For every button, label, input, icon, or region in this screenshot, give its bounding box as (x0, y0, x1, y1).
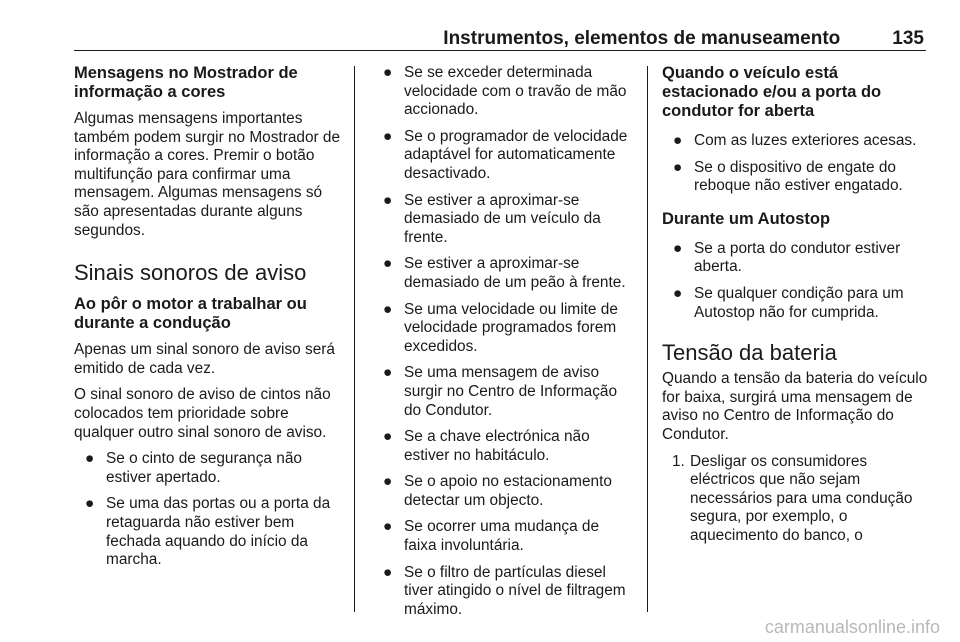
column-3 (662, 64, 932, 554)
steps-list (662, 453, 932, 546)
bullet-list-autostop (662, 240, 932, 322)
column-divider-2 (647, 66, 648, 612)
bullet-glyph: ● (383, 473, 393, 491)
bullet-glyph: ● (383, 364, 393, 382)
bullet-glyph: ● (383, 518, 393, 536)
bullet-glyph: ● (383, 428, 393, 446)
list-item (372, 301, 634, 357)
list-item (372, 192, 634, 248)
bullet-glyph: ● (673, 132, 683, 149)
list-item (372, 428, 634, 465)
bullet-glyph: ● (85, 495, 95, 513)
list-item (372, 255, 634, 292)
bullet-glyph: ● (673, 158, 683, 176)
list-item (372, 518, 634, 555)
list-item-text: Se estiver a aproximar-se demasiado de um peão à frente. (404, 255, 626, 291)
list-item (662, 453, 932, 546)
list-item-text: Com as luzes exteriores acesas. (694, 132, 917, 149)
list-item (372, 128, 634, 184)
list-item-text: Se o dispositivo de engate do reboque não estiver engatado. (694, 158, 903, 195)
column-divider-1 (354, 66, 355, 612)
list-item-text: Se uma velocidade ou limite de velocidade programados forem excedidos. (404, 300, 618, 355)
list-item (372, 564, 634, 620)
list-item (372, 64, 634, 120)
page-header (74, 28, 924, 50)
bullet-glyph: ● (673, 239, 683, 257)
bullet-glyph: ● (383, 300, 393, 318)
bullet-list-col1 (74, 450, 346, 570)
list-item-text: Se o cinto de segurança não estiver apertado. (106, 450, 302, 486)
step-number: 1. (672, 452, 685, 470)
page-header-title: Instrumentos, elementos de manuseamento (443, 28, 841, 49)
heading-vehicle-parked: Quando o veículo está estacionado e/ou a porta do condutor for aberta (662, 64, 882, 120)
paragraph-battery: Quando a tensão da bateria do veículo for baixa, surgirá uma mensagem de aviso no Centro de Informação do Condutor. (662, 370, 928, 443)
paragraph-messages: Algumas mensagens importantes também podem surgir no Mostrador de informação a cores. Premir o botão multifunção para confirmar uma mensagem. Algumas mensagens só são apresentadas durante alguns segundos. (74, 110, 341, 239)
list-item-text: Se a porta do condutor estiver aberta. (694, 239, 901, 276)
list-item-text: Se qualquer condição para um Autostop não for cumprida. (694, 284, 904, 321)
list-item-text: Se uma das portas ou a porta da retaguarda não estiver bem fechada aquando do início da marcha. (106, 495, 331, 569)
bullet-glyph: ● (383, 255, 393, 273)
bullet-glyph: ● (85, 450, 95, 468)
list-item (662, 285, 932, 322)
bullet-glyph: ● (383, 127, 393, 145)
heading-battery-voltage: Tensão da bateria (662, 340, 837, 366)
bullet-glyph: ● (673, 284, 683, 302)
column-1 (74, 64, 346, 578)
heading-autostop: Durante um Autostop (662, 209, 831, 228)
paragraph-single-sound: Apenas um sinal sonoro de aviso será emitido de cada vez. (74, 341, 335, 377)
list-item (372, 364, 634, 420)
list-item-text: Se estiver a aproximar-se demasiado de um veículo da frente. (404, 191, 601, 246)
watermark: carmanualsonline.info (764, 617, 940, 637)
bullet-glyph: ● (383, 191, 393, 209)
list-item-text: Se o programador de velocidade adaptável for automaticamente desactivado. (404, 127, 628, 182)
bullet-list-col2 (372, 64, 634, 619)
bullet-list-parked (662, 132, 932, 196)
header-rule (74, 50, 926, 51)
list-item (74, 450, 346, 487)
bullet-glyph: ● (383, 64, 393, 81)
list-item-text: Se o apoio no estacionamento detectar um objecto. (404, 473, 612, 509)
heading-warning-sounds: Sinais sonoros de aviso (74, 260, 307, 286)
list-item (372, 473, 634, 510)
list-item (74, 495, 346, 569)
list-item-text: Se o filtro de partículas diesel tiver atingido o nível de filtragem máximo. (404, 563, 626, 618)
page-number: 135 (892, 28, 924, 49)
step-text: Desligar os consumidores eléctricos que não sejam necessários para uma condução segura, por exemplo, o aquecimento do banco, o (690, 452, 913, 544)
heading-starting-engine: Ao pôr o motor a trabalhar ou durante a condução (74, 295, 307, 333)
bullet-glyph: ● (383, 563, 393, 581)
list-item (662, 132, 932, 151)
list-item-text: Se uma mensagem de aviso surgir no Centro de Informação do Condutor. (404, 364, 618, 419)
list-item (662, 159, 932, 196)
list-item (662, 240, 932, 277)
paragraph-belt-priority: O sinal sonoro de aviso de cintos não colocados tem prioridade sobre qualquer outro sinal sonoro de aviso. (74, 386, 331, 441)
column-2 (372, 64, 634, 627)
list-item-text: Se se exceder determinada velocidade com o travão de mão accionado. (404, 64, 627, 119)
list-item-text: Se a chave electrónica não estiver no habitáculo. (404, 428, 590, 464)
heading-messages: Mensagens no Mostrador de informação a cores (74, 64, 298, 101)
list-item-text: Se ocorrer uma mudança de faixa involuntária. (404, 518, 600, 555)
